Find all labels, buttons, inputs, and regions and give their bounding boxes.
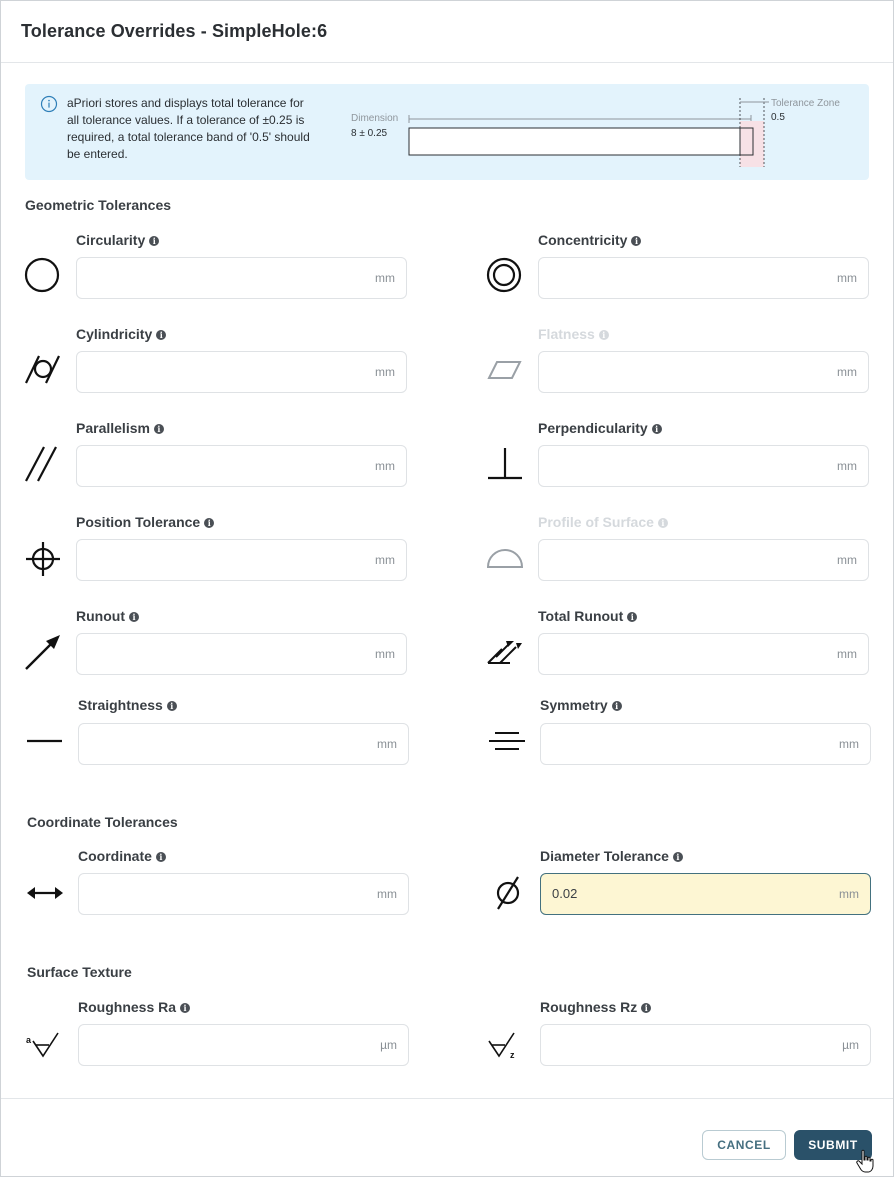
- section-surface-texture: Surface Texture: [27, 964, 132, 980]
- coordinate-input[interactable]: [78, 873, 409, 915]
- coordinate-info-icon[interactable]: i: [156, 852, 166, 862]
- concentricity-input[interactable]: [538, 257, 869, 299]
- circularity-input[interactable]: [76, 257, 407, 299]
- diameter-tolerance-input[interactable]: [540, 873, 871, 915]
- dialog-header: [1, 1, 893, 63]
- total-runout-label: Total Runout i: [538, 608, 637, 624]
- roughness-ra-label: Roughness Ra i: [78, 999, 190, 1015]
- roughness-ra-input[interactable]: [78, 1024, 409, 1066]
- diameter-tolerance-label: Diameter Tolerance i: [540, 848, 683, 864]
- unit-label: µm: [842, 1038, 859, 1052]
- symmetry-icon: [488, 729, 526, 755]
- symmetry-info-icon[interactable]: i: [612, 701, 622, 711]
- unit-label: mm: [837, 271, 857, 285]
- dialog-title: Tolerance Overrides - SimpleHole:6: [21, 21, 328, 41]
- total-runout-icon: [486, 639, 524, 665]
- coordinate-icon: [26, 885, 64, 901]
- cylindricity-label: Cylindricity i: [76, 326, 166, 342]
- tolerance-diagram: [345, 92, 865, 172]
- unit-label: mm: [377, 887, 397, 901]
- perpendicularity-icon: [486, 445, 524, 481]
- perpendicularity-info-icon[interactable]: i: [652, 424, 662, 434]
- roughness-rz-label: Roughness Rz i: [540, 999, 651, 1015]
- position-tolerance-label: Position Tolerance i: [76, 514, 214, 530]
- total-runout-input[interactable]: [538, 633, 869, 675]
- dimension-label: Dimension: [351, 113, 399, 124]
- profile-of-surface-info-icon: i: [658, 518, 668, 528]
- flatness-info-icon: i: [599, 330, 609, 340]
- diameter-icon: [493, 874, 523, 912]
- concentricity-label: Concentricity i: [538, 232, 641, 248]
- roughness-rz-input[interactable]: [540, 1024, 871, 1066]
- circularity-label: Circularity i: [76, 232, 159, 248]
- runout-icon: [24, 633, 62, 671]
- unit-label: mm: [375, 553, 395, 567]
- unit-label: mm: [377, 737, 397, 751]
- unit-label: mm: [375, 459, 395, 473]
- info-text: aPriori stores and displays total tolerance for all tolerance values. If a tolerance of ±0.25 is required, a total tolerance band of '0.5' should be entered.: [67, 96, 310, 161]
- unit-label: mm: [837, 553, 857, 567]
- flatness-input[interactable]: [538, 351, 869, 393]
- unit-label: mm: [839, 737, 859, 751]
- roughness-ra-icon: [25, 1031, 65, 1061]
- unit-label: mm: [837, 647, 857, 661]
- straightness-label: Straightness i: [78, 697, 177, 713]
- footer-divider: [1, 1098, 893, 1099]
- roughness-rz-icon: [487, 1031, 527, 1061]
- tolerance-zone-value: 0.5: [771, 112, 785, 123]
- runout-info-icon[interactable]: i: [129, 612, 139, 622]
- cylindricity-icon: [24, 351, 62, 387]
- unit-label: mm: [375, 365, 395, 379]
- submit-button[interactable]: SUBMIT: [794, 1130, 872, 1160]
- position-icon: [24, 540, 62, 578]
- section-coordinate-tolerances: Coordinate Tolerances: [27, 814, 178, 830]
- straightness-icon: [26, 731, 64, 751]
- perpendicularity-label: Perpendicularity i: [538, 420, 662, 436]
- parallelism-info-icon[interactable]: i: [154, 424, 164, 434]
- profile-of-surface-input[interactable]: [538, 539, 869, 581]
- concentricity-info-icon[interactable]: i: [631, 236, 641, 246]
- parallelism-input[interactable]: [76, 445, 407, 487]
- concentricity-icon: [486, 257, 522, 293]
- unit-label: mm: [837, 459, 857, 473]
- roughness-rz-symbol-letter: z: [510, 1050, 515, 1060]
- cancel-button[interactable]: CANCEL: [702, 1130, 786, 1160]
- straightness-info-icon[interactable]: i: [167, 701, 177, 711]
- circularity-icon: [24, 257, 60, 293]
- cylindricity-info-icon[interactable]: i: [156, 330, 166, 340]
- roughness-ra-symbol-letter: a: [26, 1035, 32, 1045]
- info-icon: [40, 95, 58, 113]
- parallelism-icon: [24, 445, 60, 483]
- roughness-rz-info-icon[interactable]: i: [641, 1003, 651, 1013]
- cylindricity-input[interactable]: [76, 351, 407, 393]
- symmetry-label: Symmetry i: [540, 697, 622, 713]
- circularity-info-icon[interactable]: i: [149, 236, 159, 246]
- unit-label: mm: [837, 365, 857, 379]
- flatness-icon: [486, 351, 522, 387]
- profile-of-surface-icon: [486, 541, 524, 573]
- position-tolerance-info-icon[interactable]: i: [204, 518, 214, 528]
- unit-label: mm: [839, 887, 859, 901]
- roughness-ra-info-icon[interactable]: i: [180, 1003, 190, 1013]
- profile-of-surface-label: Profile of Surface i: [538, 514, 668, 530]
- runout-label: Runout i: [76, 608, 139, 624]
- flatness-label: Flatness i: [538, 326, 609, 342]
- section-geometric-tolerances: Geometric Tolerances: [25, 197, 172, 213]
- perpendicularity-input[interactable]: [538, 445, 869, 487]
- total-runout-info-icon[interactable]: i: [627, 612, 637, 622]
- unit-label: µm: [380, 1038, 397, 1052]
- dimension-value: 8 ± 0.25: [351, 128, 388, 139]
- diameter-tolerance-info-icon[interactable]: i: [673, 852, 683, 862]
- parallelism-label: Parallelism i: [76, 420, 164, 436]
- coordinate-label: Coordinate i: [78, 848, 166, 864]
- unit-label: mm: [375, 647, 395, 661]
- straightness-input[interactable]: [78, 723, 409, 765]
- symmetry-input[interactable]: [540, 723, 871, 765]
- unit-label: mm: [375, 271, 395, 285]
- tolerance-zone-label: Tolerance Zone: [771, 98, 840, 109]
- diameter-tolerance-value: 0.02: [552, 886, 578, 901]
- runout-input[interactable]: [76, 633, 407, 675]
- info-banner: [25, 84, 869, 180]
- hand-cursor-icon: [856, 1149, 874, 1173]
- position-tolerance-input[interactable]: [76, 539, 407, 581]
